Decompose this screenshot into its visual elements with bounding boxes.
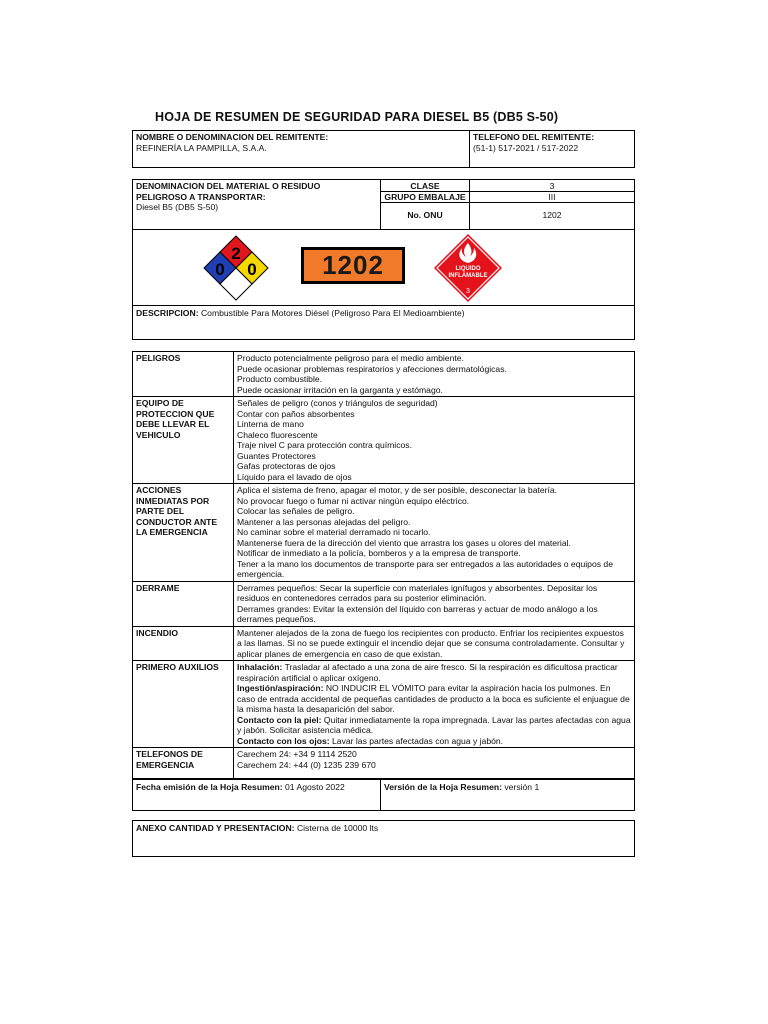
table-row bbox=[133, 748, 635, 779]
nfpa-fire-value: 2 bbox=[231, 244, 241, 263]
hazard-line: Mantener alejados de la zona de fuego los recipientes con producto. Enfriar los recipientes expuestos a las llamas. Si no se puede extinguir el incendio dejar que se consuma controladamente. Consultar y aplicar planes de emergencia en caso de que existan. bbox=[237, 627, 625, 659]
emergency-phone-line: Carechem 24: +34 9 1114 2520 bbox=[237, 749, 357, 759]
first-aid-text: Lavar las partes afectadas con agua y jabón. bbox=[329, 735, 504, 746]
remitente-value: REFINERÍA LA PAMPILLA, S.A.A. bbox=[136, 142, 267, 153]
hazard-line: Mantenerse fuera de la dirección del viento que arrastra los gases u olores del material. bbox=[237, 537, 571, 548]
issue-date-cell: Fecha emisión de la Hoja Resumen: 01 Agosto 2022 bbox=[133, 780, 381, 810]
version-label: Versión de la Hoja Resumen bbox=[384, 782, 500, 792]
hazard-line: No provocar fuego o fumar ni activar ningún equipo eléctrico. bbox=[237, 495, 470, 506]
remitente-phone-value: (51-1) 517-2021 / 517-2022 bbox=[473, 142, 579, 153]
hazard-line: Producto potencialmente peligroso para el medio ambiente. bbox=[237, 353, 464, 363]
descripcion-label: DESCRIPCION bbox=[136, 308, 196, 318]
annex-value: Cisterna de 10000 lts bbox=[296, 823, 379, 833]
hazard-line: Traje nivel C para protección contra químicos. bbox=[237, 440, 412, 450]
grupo-label bbox=[381, 192, 470, 203]
hazard-key: PELIGROS bbox=[133, 352, 234, 397]
hazard-line: Contar con paños absorbentes bbox=[237, 408, 355, 419]
remitente-label: NOMBRE O DENOMINACION DEL REMITENTE bbox=[136, 132, 326, 142]
first-aid-item bbox=[237, 662, 631, 683]
table-row bbox=[133, 352, 635, 397]
emergency-phones-key: TELEFONOS DE EMERGENCIA bbox=[133, 748, 234, 779]
material-label-line2: PELIGROSO A TRANSPORTAR bbox=[136, 191, 263, 202]
remitente-box bbox=[132, 130, 635, 168]
remitente-phone-cell: TELEFONO DEL REMITENTE: (51-1) 517-2021 / 517-2022 bbox=[473, 132, 595, 153]
placard-class-number: 3 bbox=[466, 288, 470, 295]
hazard-line: Notificar de inmediato a la policía, bomberos y a la empresa de transporte. bbox=[237, 548, 521, 558]
descripcion-cell: DESCRIPCION: Combustible Para Motores Diésel (Peligroso Para El Medioambiente) bbox=[136, 308, 465, 318]
grupo-value bbox=[470, 192, 634, 203]
hazard-line: Linterna de mano bbox=[237, 419, 304, 429]
table-row bbox=[133, 484, 635, 582]
placard-text-line1: LIQUIDO bbox=[455, 266, 481, 272]
un-number-text: 1202 bbox=[322, 250, 384, 280]
first-aid-label: Ingestión/aspiración: bbox=[237, 683, 324, 693]
first-aid-text: NO INDUCIR EL VÓMITO para evitar la aspiración hacia los pulmones. En caso de entrada accidental de pequeñas cantidades de producto a la boca es suficiente el enjuague de la misma hasta la desaparición del sabor. bbox=[237, 683, 630, 714]
first-aid-item bbox=[237, 683, 631, 715]
grupo-label-text: GRUPO EMBALAJE bbox=[384, 192, 466, 202]
nfpa-diamond-icon bbox=[203, 235, 269, 301]
material-box bbox=[132, 179, 635, 340]
un-number-panel bbox=[301, 247, 405, 284]
version-value: versión 1 bbox=[504, 782, 540, 792]
first-aid-label: Inhalación: bbox=[237, 662, 283, 672]
flammable-liquid-placard-icon bbox=[433, 233, 503, 303]
version-cell: Versión de la Hoja Resumen: versión 1 bbox=[384, 782, 540, 792]
hazard-value bbox=[234, 484, 635, 582]
hazard-line: Producto combustible. bbox=[237, 374, 323, 384]
hazard-line: Líquido para el lavado de ojos bbox=[237, 471, 352, 482]
placard-text-line2: INFLAMABLE bbox=[448, 273, 488, 279]
first-aid-label: Contacto con los ojos: bbox=[237, 735, 330, 746]
hazard-line: Tener a la mano los documentos de transporte para ser entregados a las autoridades o equipos de emergencia. bbox=[237, 558, 613, 579]
first-aid-key: PRIMERO AUXILIOS bbox=[133, 661, 234, 748]
onu-label-text: No. ONU bbox=[407, 210, 443, 220]
material-value: Diesel B5 (DB5 S-50) bbox=[136, 202, 219, 212]
issue-date-label: Fecha emisión de la Hoja Resumen bbox=[136, 782, 280, 792]
hazard-line: Chaleco fluorescente bbox=[237, 429, 318, 440]
hazard-line: Gafas protectoras de ojos bbox=[237, 461, 336, 471]
nfpa-reactivity-value: 0 bbox=[247, 260, 257, 279]
clase-label bbox=[381, 180, 470, 192]
hazard-line: Puede ocasionar irritación en la garganta y estómago. bbox=[237, 384, 443, 395]
clase-value bbox=[470, 180, 634, 192]
hazard-line: Colocar las señales de peligro. bbox=[237, 506, 355, 516]
emergency-phones-value bbox=[234, 748, 635, 779]
descripcion-value: Combustible Para Motores Diésel (Peligroso Para El Medioambiente) bbox=[200, 308, 465, 318]
first-aid-value bbox=[234, 661, 635, 748]
hazard-value bbox=[234, 626, 635, 661]
first-aid-text: Trasladar al afectado a una zona de aire fresco. Si la respiración es dificultosa practicar respiración artificial o aplicar oxígeno. bbox=[237, 662, 618, 683]
material-label-line1: DENOMINACION DEL MATERIAL O RESIDUO bbox=[136, 181, 321, 191]
remitente-phone-label: TELEFONO DEL REMITENTE bbox=[473, 132, 592, 142]
hazard-line: Derrames grandes: Evitar la extensión del líquido con barreras y actuar de modo análogo a los derrames pequeños. bbox=[237, 603, 598, 624]
annex-label: ANEXO CANTIDAD Y PRESENTACION bbox=[136, 823, 292, 833]
grupo-value-text: III bbox=[548, 192, 556, 202]
hazard-key: DERRAME bbox=[133, 581, 234, 626]
clase-value-text: 3 bbox=[549, 181, 555, 191]
material-name-cell: DENOMINACION DEL MATERIAL O RESIDUO PELIGROSO A TRANSPORTAR: Diesel B5 (DB5 S-50) bbox=[133, 180, 381, 229]
symbols-row bbox=[133, 229, 634, 306]
first-aid-text: Quitar inmediatamente la ropa impregnada. Lavar las partes afectadas con agua y jabón. Solicitar asistencia médica. bbox=[237, 714, 631, 735]
hazard-value bbox=[234, 352, 635, 397]
hazard-line: No caminar sobre el material derramado ni tocarlo. bbox=[237, 527, 431, 537]
hazard-key: EQUIPO DE PROTECCION QUE DEBE LLEVAR EL VEHICULO bbox=[133, 397, 234, 484]
emergency-phone-line: Carechem 24: +44 (0) 1235 239 670 bbox=[237, 759, 376, 770]
hazard-line: Derrames pequeños: Secar la superficie con materiales ignífugos y absorbentes. Depositar los residuos en contenedores cerrados para su posterior eliminación. bbox=[237, 582, 598, 603]
page-title: HOJA DE RESUMEN DE SEGURIDAD PARA DIESEL B5 (DB5 S-50) bbox=[155, 110, 559, 124]
onu-label bbox=[381, 203, 470, 229]
remitente-name-cell: NOMBRE O DENOMINACION DEL REMITENTE: REFINERÍA LA PAMPILLA, S.A.A. bbox=[133, 131, 470, 167]
nfpa-health-value: 0 bbox=[215, 260, 225, 279]
clase-label-text: CLASE bbox=[410, 181, 440, 191]
first-aid-item bbox=[237, 736, 631, 747]
hazard-line: Guantes Protectores bbox=[237, 450, 316, 461]
onu-value bbox=[470, 203, 634, 229]
table-row bbox=[133, 661, 635, 748]
hazard-line: Aplica el sistema de freno, apagar el motor, y de ser posible, desconectar la batería. bbox=[237, 485, 558, 495]
table-row bbox=[133, 397, 635, 484]
hazard-line: Puede ocasionar problemas respiratorios y afecciones dermatológicas. bbox=[237, 363, 507, 374]
hazard-key: ACCIONES INMEDIATAS POR PARTE DEL CONDUCTOR ANTE LA EMERGENCIA bbox=[133, 484, 234, 582]
first-aid-label: Contacto con la piel: bbox=[237, 714, 322, 725]
annex-box: ANEXO CANTIDAD Y PRESENTACION: Cisterna de 10000 lts bbox=[132, 820, 635, 857]
hazard-key: INCENDIO bbox=[133, 626, 234, 661]
hazard-line: Mantener a las personas alejadas del peligro. bbox=[237, 516, 411, 527]
onu-value-text: 1202 bbox=[542, 210, 562, 220]
hazards-table bbox=[132, 351, 635, 779]
table-row bbox=[133, 581, 635, 626]
table-row bbox=[133, 626, 635, 661]
hazard-value bbox=[234, 581, 635, 626]
hazard-line: Señales de peligro (conos y triángulos de seguridad) bbox=[237, 398, 438, 408]
first-aid-item bbox=[237, 715, 631, 736]
issue-date-value: 01 Agosto 2022 bbox=[285, 782, 345, 792]
hazard-value bbox=[234, 397, 635, 484]
issue-info-box bbox=[132, 779, 635, 811]
